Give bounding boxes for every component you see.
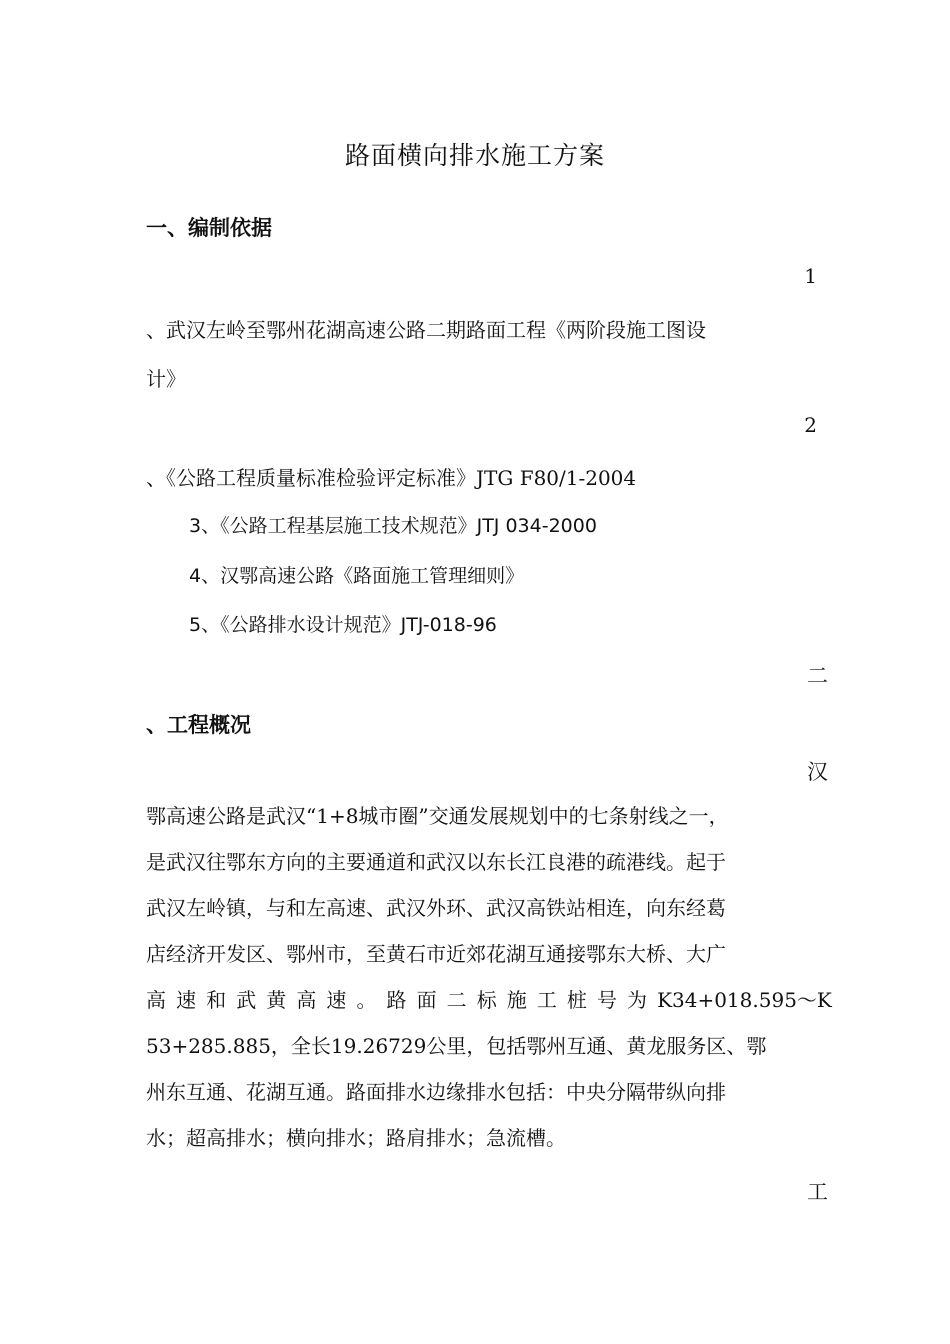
justified-token: 工 <box>536 988 557 1012</box>
paragraph-line: 店经济开发区、鄂州市，至黄石市近郊花湖互通接鄂东大桥、大广 <box>146 942 726 966</box>
justified-token: 。 <box>356 988 377 1012</box>
justified-token: 速 <box>326 988 347 1012</box>
list-item-4: 4、汉鄂高速公路《路面施工管理细则》 <box>189 565 525 587</box>
justified-token: 高 <box>146 988 166 1012</box>
justified-token: 施 <box>506 988 527 1012</box>
list-item-3: 3、《公路工程基层施工技术规范》JTJ 034-2000 <box>189 515 597 537</box>
justified-token: 黄 <box>266 988 287 1012</box>
paragraph-line: 水；超高排水；横向排水；路肩排水；急流槽。 <box>146 1126 566 1150</box>
justified-token: 标 <box>476 988 497 1012</box>
paragraph-line: 是武汉往鄂东方向的主要通道和武汉以东长江良港的疏港线。起于 <box>146 850 726 874</box>
paragraph-first-char: 汉 <box>807 760 828 784</box>
justified-token: 路 <box>386 988 407 1012</box>
paragraph-line: 53+285.885，全长19.26729公里，包括鄂州互通、黄龙服务区、鄂 <box>146 1034 767 1058</box>
paragraph-line: 鄂高速公路是武汉“1+8城市圈”交通发展规划中的七条射线之一， <box>146 804 729 828</box>
justified-token: 武 <box>236 988 257 1012</box>
section-heading-basis: 一、编制依据 <box>146 216 272 240</box>
section-heading-overview: 、工程概况 <box>146 713 251 737</box>
justified-token: 桩 <box>566 988 587 1012</box>
list-item-1-line1: 、武汉左岭至鄂州花湖高速公路二期路面工程《两阶段施工图设 <box>146 318 706 342</box>
paragraph-line: 州东互通、花湖互通。路面排水边缘排水包括：中央分隔带纵向排 <box>146 1080 726 1104</box>
justified-token: K34+018.595～K <box>657 988 832 1012</box>
document-title: 路面横向排水施工方案 <box>344 141 605 170</box>
next-section-char: 工 <box>807 1180 828 1204</box>
list-item-5: 5、《公路排水设计规范》JTJ-018-96 <box>189 614 497 636</box>
justified-token: 高 <box>296 988 317 1012</box>
paragraph-line-justified <box>146 983 832 1029</box>
justified-token: 速 <box>176 988 197 1012</box>
justified-token: 二 <box>446 988 467 1012</box>
list-number-1: 1 <box>804 264 817 288</box>
list-item-2: 、《公路工程质量标准检验评定标准》JTG F80/1-2004 <box>146 466 637 490</box>
justified-token: 号 <box>596 988 617 1012</box>
list-number-2: 2 <box>804 413 817 437</box>
justified-token: 为 <box>627 988 647 1012</box>
justified-token: 面 <box>416 988 437 1012</box>
project-overview-paragraph <box>146 799 832 1167</box>
justified-token: 和 <box>206 988 227 1012</box>
section-heading-overview-char: 二 <box>807 664 828 688</box>
list-item-1-line2: 计》 <box>146 367 186 391</box>
paragraph-line: 武汉左岭镇，与和左高速、武汉外环、武汉高铁站相连，向东经葛 <box>146 896 726 920</box>
